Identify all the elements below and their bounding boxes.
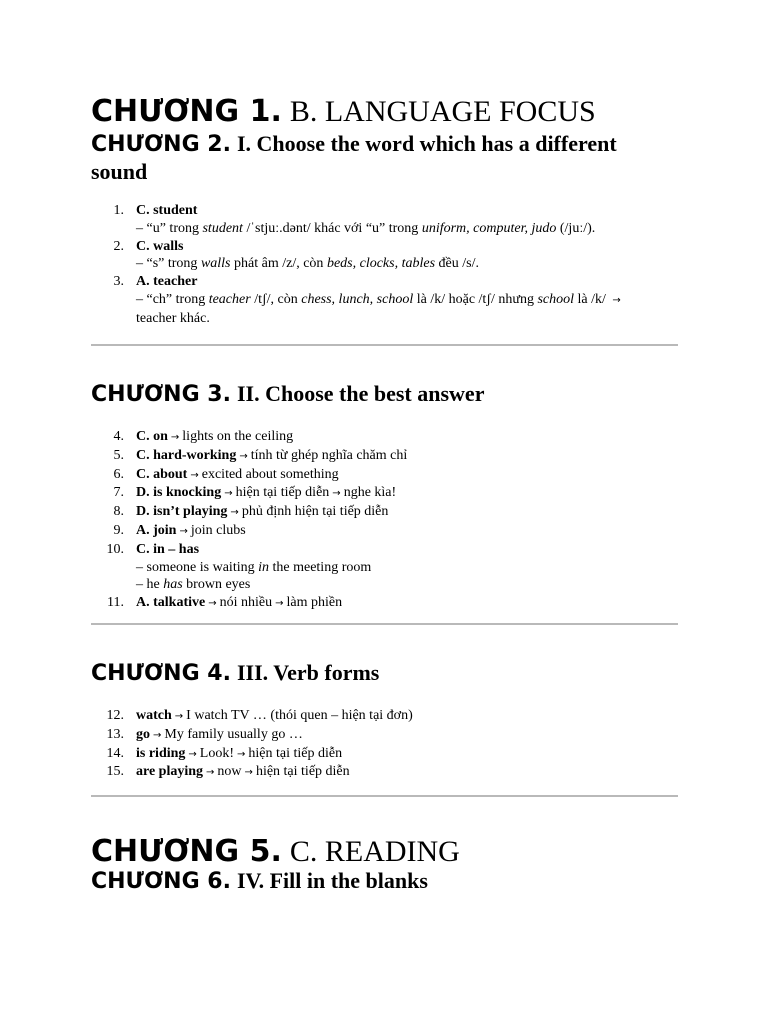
item-number: 4. <box>113 429 124 444</box>
explanation-text: (/juː/). <box>556 220 596 236</box>
heading-chuong-3 <box>91 381 484 408</box>
note-text: join clubs <box>190 522 246 538</box>
list-item <box>91 707 681 726</box>
note-text: phủ định hiện tại tiếp diễn <box>241 504 389 520</box>
note-text: nghe kìa! <box>343 485 397 501</box>
arrow-icon: → <box>612 294 621 306</box>
note-text: tính từ ghép nghĩa chăm chỉ <box>250 447 408 463</box>
explanation-text: the meeting room <box>269 559 372 575</box>
list-item <box>91 238 681 274</box>
arrow-icon: → <box>208 598 217 610</box>
list-item <box>91 273 681 327</box>
arrow-icon: → <box>206 767 215 779</box>
explanation-italic: student <box>202 220 243 236</box>
note-text: hiện tại tiếp diễn <box>235 485 330 501</box>
explanation-italic: has <box>163 577 183 593</box>
explanation-text: teacher khác. <box>136 310 210 326</box>
arrow-icon: → <box>224 488 233 500</box>
explanation-italic: beds, clocks, tables <box>326 256 436 272</box>
explanation-text: – “s” trong <box>136 256 201 272</box>
item-number: 10. <box>106 541 124 557</box>
heading-chuong-2 <box>91 130 651 186</box>
explanation-text: brown eyes <box>182 577 251 593</box>
item-number: 9. <box>113 522 124 538</box>
arrow-icon: → <box>190 469 199 481</box>
item-number: 5. <box>113 447 124 463</box>
answer-list-section-2 <box>91 428 681 613</box>
chapter-title: III. Verb forms <box>236 660 380 685</box>
answer-text: D. isn’t playing <box>136 504 228 520</box>
explanation-text: đều /s/. <box>435 256 479 272</box>
list-item <box>91 763 681 782</box>
chapter-title: IV. Fill in the blanks <box>236 868 428 893</box>
list-item <box>91 726 681 745</box>
explanation-italic: uniform, computer, judo <box>421 220 557 236</box>
arrow-icon: → <box>239 450 248 462</box>
note-text: now <box>217 764 242 780</box>
list-item <box>91 484 681 503</box>
list-item <box>91 202 681 238</box>
explanation-text: là /k/ hoặc /tʃ/ nhưng <box>413 291 538 307</box>
note-text: excited about something <box>201 466 339 482</box>
explanation-text: – “u” trong <box>136 220 203 236</box>
answer-text: C. hard-working <box>136 447 237 463</box>
answer-text: C. in – has <box>136 541 200 557</box>
answer-list-section-3 <box>91 707 681 782</box>
list-item <box>91 594 681 613</box>
chapter-label: CHƯƠNG 5. <box>91 834 282 869</box>
arrow-icon: → <box>230 507 239 519</box>
list-item <box>91 541 681 594</box>
chapter-title: B. LANGUAGE FOCUS <box>289 95 596 128</box>
chapter-label: CHƯƠNG 2. <box>91 132 231 157</box>
answer-text: watch <box>136 708 172 723</box>
section-divider <box>91 623 678 625</box>
arrow-icon: → <box>332 488 341 500</box>
item-number: 14. <box>106 745 124 761</box>
item-number: 8. <box>113 504 124 520</box>
list-item <box>91 522 681 541</box>
answer-text: C. student <box>136 203 198 218</box>
answer-text: C. on <box>136 429 168 444</box>
explanation-text: – “ch” trong <box>136 291 209 307</box>
arrow-icon: → <box>275 598 284 610</box>
note-text: I watch TV … (thói quen – hiện tại đơn) <box>186 708 413 723</box>
chapter-label: CHƯƠNG 4. <box>91 661 231 686</box>
answer-text: C. walls <box>136 238 184 254</box>
answer-text: D. is knocking <box>136 485 222 501</box>
item-number: 2. <box>113 238 124 254</box>
explanation-text: /tʃ/, còn <box>250 291 302 307</box>
item-number: 11. <box>107 595 124 611</box>
note-text: hiện tại tiếp diễn <box>255 764 350 780</box>
answer-text: are playing <box>136 764 204 780</box>
item-number: 12. <box>106 708 124 723</box>
note-text: làm phiền <box>286 595 343 611</box>
arrow-icon: → <box>179 525 188 537</box>
heading-chuong-1 <box>91 92 596 129</box>
list-item <box>91 466 681 485</box>
note-text: hiện tại tiếp diễn <box>248 745 343 761</box>
arrow-icon: → <box>188 748 197 760</box>
list-item <box>91 503 681 522</box>
arrow-icon: → <box>170 432 180 443</box>
explanation-italic: school <box>537 291 575 307</box>
heading-chuong-5 <box>91 832 460 869</box>
answer-text: C. about <box>136 466 188 482</box>
list-item <box>91 428 681 447</box>
answer-text: A. join <box>136 522 177 538</box>
note-text: My family usually go … <box>164 726 303 742</box>
item-number: 6. <box>113 466 124 482</box>
explanation-text: phát âm /z/, còn <box>230 256 327 272</box>
explanation-italic: walls <box>200 256 231 272</box>
explanation-italic: teacher <box>208 291 251 307</box>
arrow-icon: → <box>174 711 184 722</box>
section-divider <box>91 344 678 346</box>
chapter-title: I. Choose the word which has a different sound <box>91 131 617 184</box>
explanation-text: là /k/ <box>574 291 610 307</box>
explanation-italic: chess, lunch, school <box>301 291 414 307</box>
chapter-label: CHƯƠNG 1. <box>91 94 282 129</box>
heading-chuong-6 <box>91 868 428 895</box>
heading-chuong-4 <box>91 660 379 687</box>
explanation-text: – he <box>136 577 164 593</box>
chapter-title: II. Choose the best answer <box>236 381 485 406</box>
explanation-italic: in <box>258 559 269 575</box>
list-item <box>91 745 681 764</box>
item-number: 15. <box>106 764 124 780</box>
item-number: 3. <box>113 274 124 290</box>
arrow-icon: → <box>237 748 246 760</box>
answer-text: A. talkative <box>136 595 206 611</box>
arrow-icon: → <box>244 767 253 779</box>
answer-text: is riding <box>136 745 186 761</box>
arrow-icon: → <box>153 729 162 741</box>
item-number: 7. <box>113 485 124 501</box>
answer-text: A. teacher <box>136 274 198 290</box>
note-text: nói nhiều <box>219 595 273 611</box>
list-item <box>91 447 681 466</box>
item-number: 13. <box>106 726 124 742</box>
explanation-text: – someone is waiting <box>136 559 259 575</box>
chapter-label: CHƯƠNG 6. <box>91 869 231 894</box>
note-text: Look! <box>199 745 235 761</box>
note-text: lights on the ceiling <box>182 429 294 444</box>
chapter-label: CHƯƠNG 3. <box>91 382 231 407</box>
answer-text: go <box>136 726 150 742</box>
explanation-text: /ˈstjuː.dənt/ khác với “u” trong <box>242 220 422 236</box>
item-number: 1. <box>113 203 124 218</box>
answer-list-section-1 <box>91 202 681 328</box>
section-divider <box>91 795 678 797</box>
chapter-title: C. READING <box>289 835 460 868</box>
